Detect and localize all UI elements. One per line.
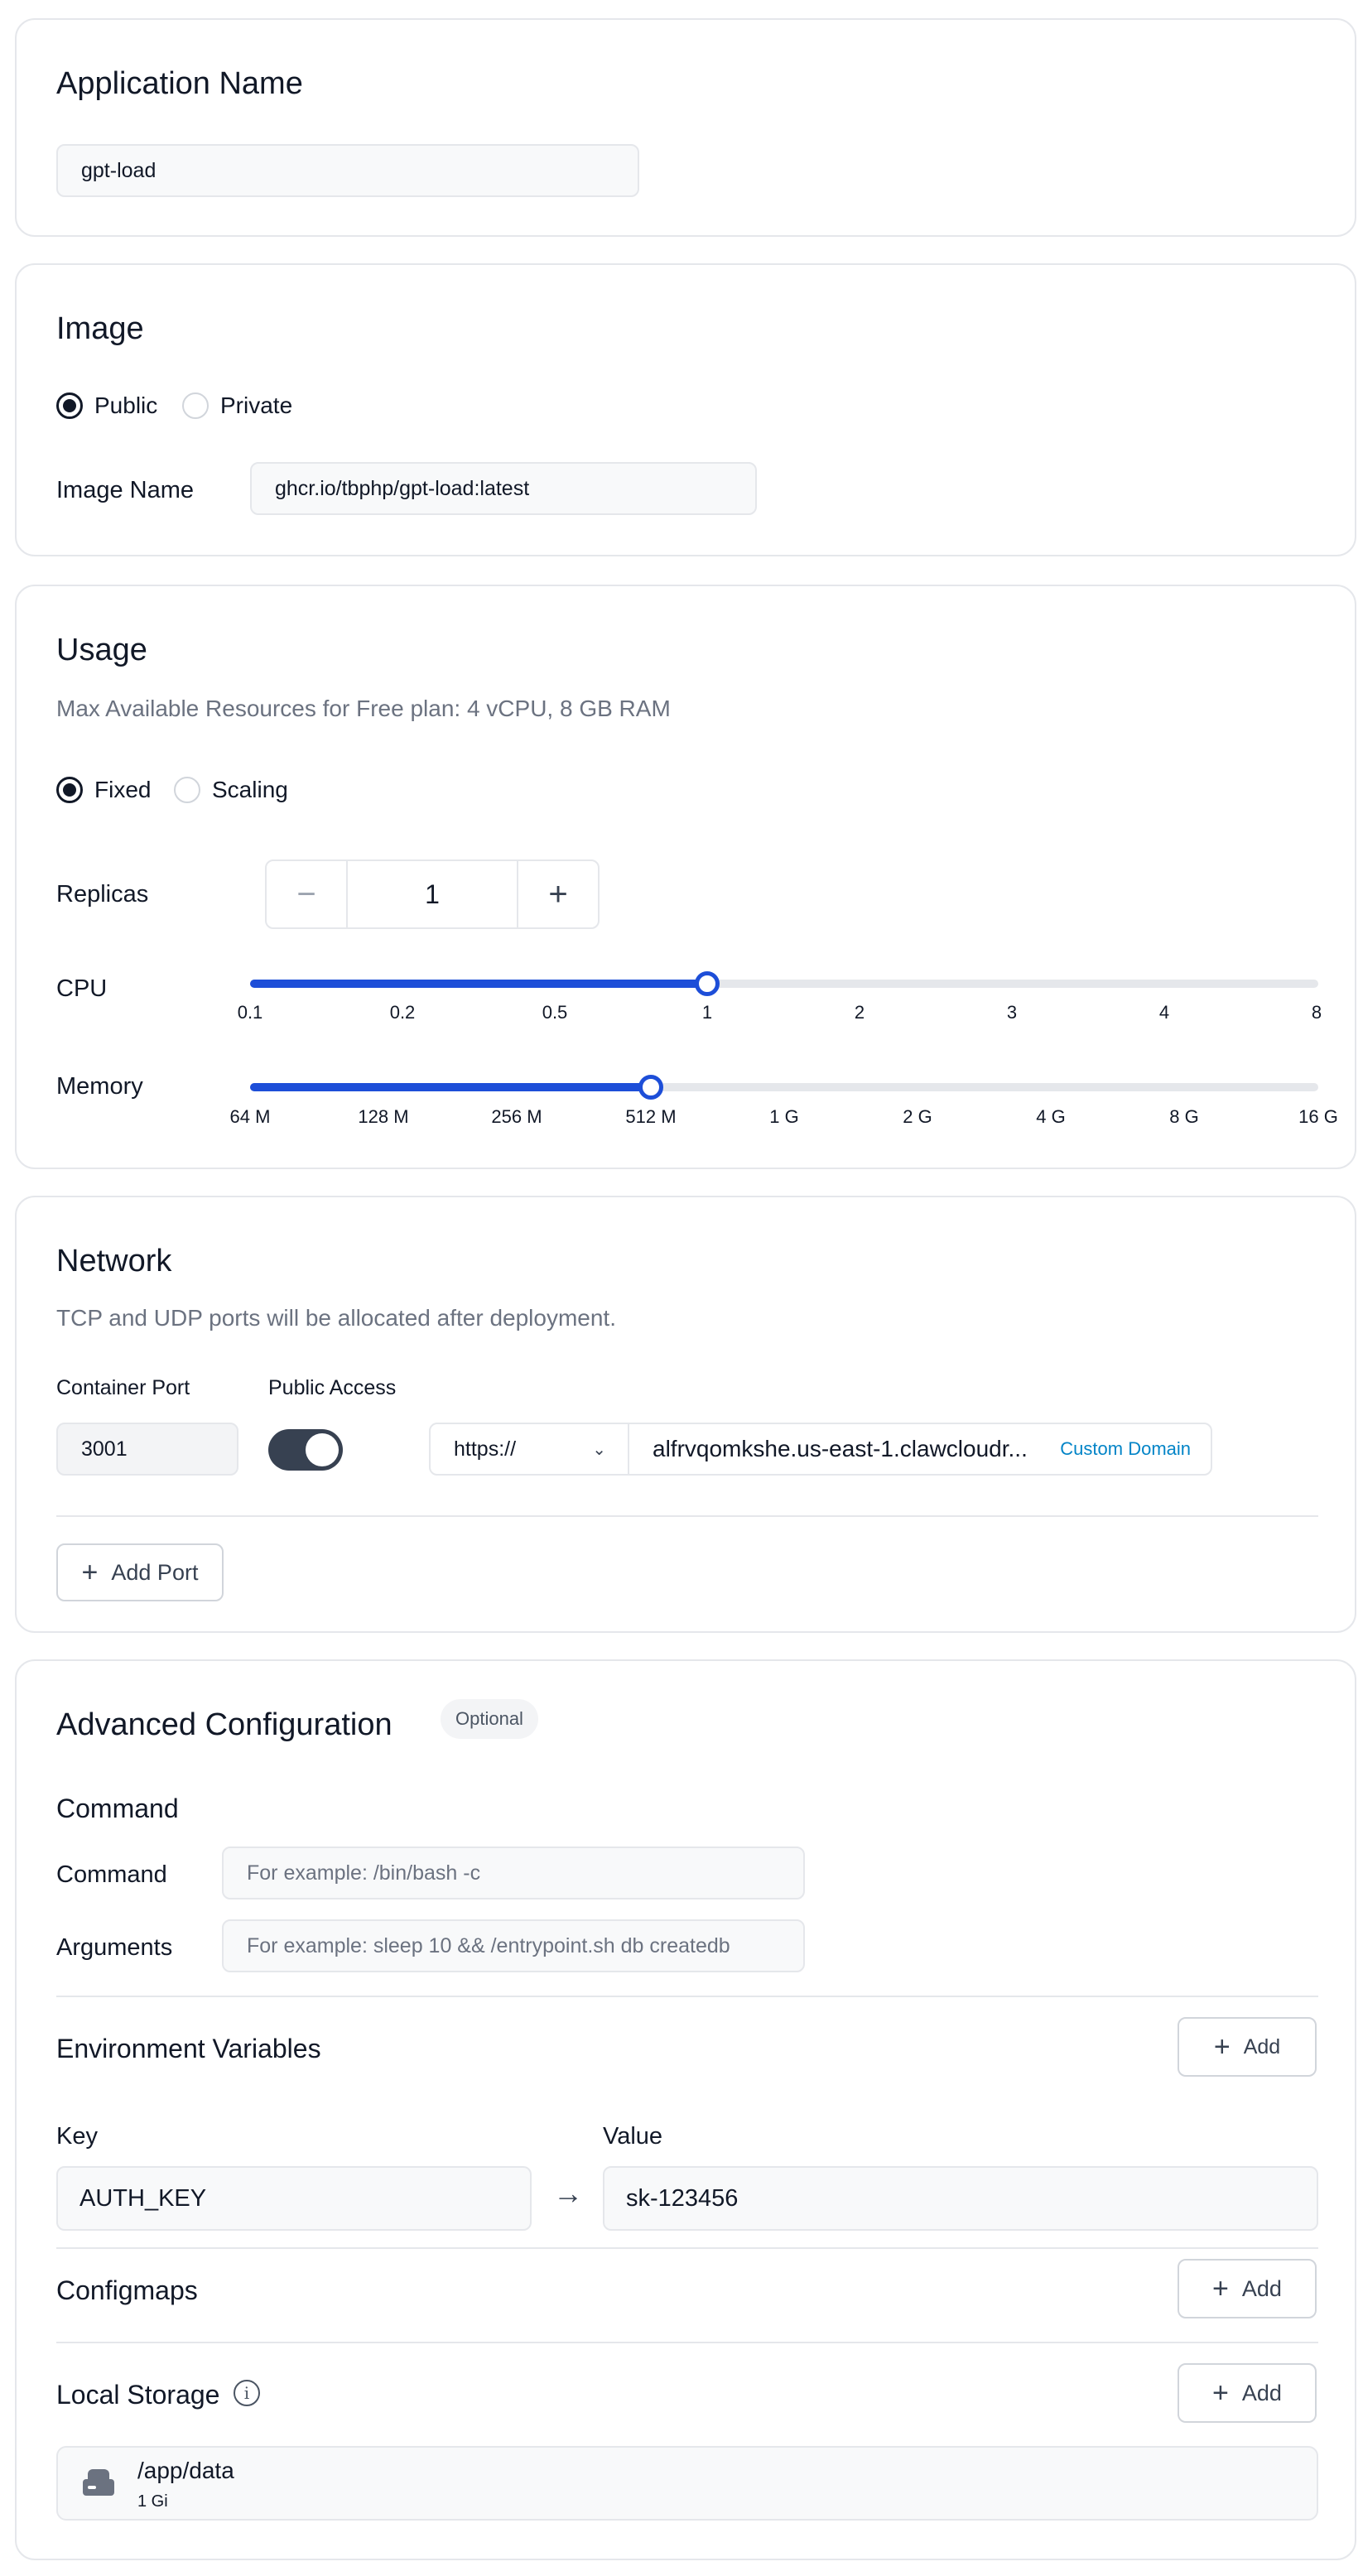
cpu-tick: 2 [854, 1002, 865, 1023]
env-divider [56, 2247, 1318, 2249]
public-access-toggle[interactable] [268, 1429, 343, 1471]
command-divider [56, 1996, 1318, 1997]
memory-tick: 16 G [1298, 1106, 1338, 1127]
public-radio-label[interactable]: Public [94, 392, 158, 418]
replicas-stepper [265, 859, 600, 929]
cpu-tick: 3 [1006, 1002, 1018, 1023]
custom-domain-link[interactable]: Custom Domain [1060, 1438, 1191, 1459]
add-env-button[interactable] [1178, 2017, 1317, 2077]
plus-icon: + [1212, 2273, 1229, 2304]
advanced-configuration-card [15, 1659, 1356, 2560]
scaling-radio[interactable] [174, 777, 200, 803]
cpu-slider-thumb[interactable] [695, 971, 720, 996]
image-title: Image [56, 311, 144, 346]
image-card [15, 263, 1356, 556]
plus-icon: + [1212, 2377, 1229, 2409]
cpu-tick: 0.2 [389, 1002, 416, 1023]
storage-size: 1 Gi [137, 2492, 168, 2511]
application-name-input[interactable]: gpt-load [56, 144, 639, 197]
hard-drive-icon [83, 2469, 114, 2496]
memory-tick: 4 G [1036, 1106, 1066, 1127]
memory-slider-thumb[interactable] [638, 1075, 663, 1100]
replicas-decrement-button[interactable]: − [296, 875, 316, 912]
env-value-label: Value [603, 2123, 663, 2150]
plus-icon: + [81, 1557, 99, 1588]
storage-path: /app/data [137, 2458, 234, 2483]
network-title: Network [56, 1244, 172, 1278]
add-configmap-button[interactable] [1178, 2259, 1317, 2318]
replicas-label: Replicas [56, 881, 149, 908]
usage-title: Usage [56, 633, 147, 667]
environment-variables-title: Environment Variables [56, 2034, 321, 2063]
info-icon[interactable]: i [234, 2380, 260, 2406]
network-subtitle: TCP and UDP ports will be allocated after deployment. [56, 1305, 616, 1331]
cpu-tick: 0.5 [542, 1002, 568, 1023]
replicas-increment-button[interactable]: + [548, 875, 568, 912]
domain-field[interactable] [628, 1423, 1212, 1476]
cpu-tick: 0.1 [237, 1002, 263, 1023]
private-radio[interactable] [182, 392, 209, 419]
env-value-input[interactable]: sk-123456 [603, 2166, 1318, 2231]
public-radio[interactable] [56, 392, 83, 419]
network-card [15, 1196, 1356, 1633]
add-storage-label: Add [1241, 2380, 1282, 2405]
protocol-select[interactable] [429, 1423, 629, 1476]
application-name-card [15, 18, 1356, 237]
application-name-title: Application Name [56, 66, 303, 101]
usage-card [15, 585, 1356, 1169]
command-label: Command [56, 1861, 167, 1888]
arrow-right-icon: → [553, 2176, 583, 2210]
memory-slider-fill [250, 1083, 651, 1091]
arguments-label: Arguments [56, 1934, 173, 1961]
env-key-label: Key [56, 2123, 98, 2150]
private-radio-label[interactable]: Private [220, 392, 293, 418]
storage-item[interactable] [56, 2446, 1318, 2521]
cpu-label: CPU [56, 975, 108, 1002]
memory-label: Memory [56, 1073, 143, 1100]
add-storage-button[interactable] [1178, 2363, 1317, 2423]
add-configmap-label: Add [1241, 2275, 1282, 2301]
add-env-label: Add [1243, 2034, 1281, 2058]
memory-tick: 8 G [1169, 1106, 1199, 1127]
usage-subtitle: Max Available Resources for Free plan: 4 vCPU, 8 GB RAM [56, 696, 671, 721]
cpu-tick: 1 [701, 1002, 713, 1023]
optional-badge: Optional [441, 1699, 538, 1739]
image-name-label: Image Name [56, 477, 195, 503]
chevron-down-icon: ⌄ [592, 1440, 606, 1459]
cpu-tick: 4 [1158, 1002, 1170, 1023]
memory-tick: 512 M [625, 1106, 677, 1127]
configmaps-divider [56, 2342, 1318, 2343]
public-access-label: Public Access [268, 1376, 397, 1399]
advanced-configuration-title: Advanced Configuration [56, 1707, 393, 1742]
domain-value: alfrvqomkshe.us-east-1.clawcloudr... [653, 1436, 1028, 1461]
memory-tick: 2 G [903, 1106, 932, 1127]
memory-tick: 128 M [358, 1106, 409, 1127]
scaling-radio-label[interactable]: Scaling [212, 777, 288, 802]
env-key-input[interactable]: AUTH_KEY [56, 2166, 532, 2231]
arguments-input[interactable]: For example: sleep 10 && /entrypoint.sh db createdb [222, 1919, 805, 1972]
protocol-select-value: https:// [454, 1437, 517, 1461]
configmaps-title: Configmaps [56, 2275, 198, 2305]
container-port-label: Container Port [56, 1376, 190, 1399]
command-input[interactable]: For example: /bin/bash -c [222, 1847, 805, 1899]
command-section-title: Command [56, 1794, 179, 1823]
image-name-input[interactable]: ghcr.io/tbphp/gpt-load:latest [250, 462, 757, 515]
cpu-tick: 8 [1311, 1002, 1322, 1023]
fixed-radio-label[interactable]: Fixed [94, 777, 152, 802]
memory-tick: 256 M [491, 1106, 542, 1127]
container-port-input[interactable]: 3001 [56, 1423, 238, 1476]
add-port-label: Add Port [111, 1559, 199, 1585]
cpu-slider-fill [250, 980, 707, 988]
replicas-value[interactable]: 1 [346, 861, 518, 927]
memory-tick: 1 G [769, 1106, 799, 1127]
local-storage-title: Local Storage [56, 2380, 220, 2410]
network-divider [56, 1515, 1318, 1517]
fixed-radio[interactable] [56, 777, 83, 803]
add-port-button[interactable] [56, 1543, 224, 1601]
plus-icon: + [1213, 2031, 1231, 2063]
memory-tick: 64 M [229, 1106, 271, 1127]
